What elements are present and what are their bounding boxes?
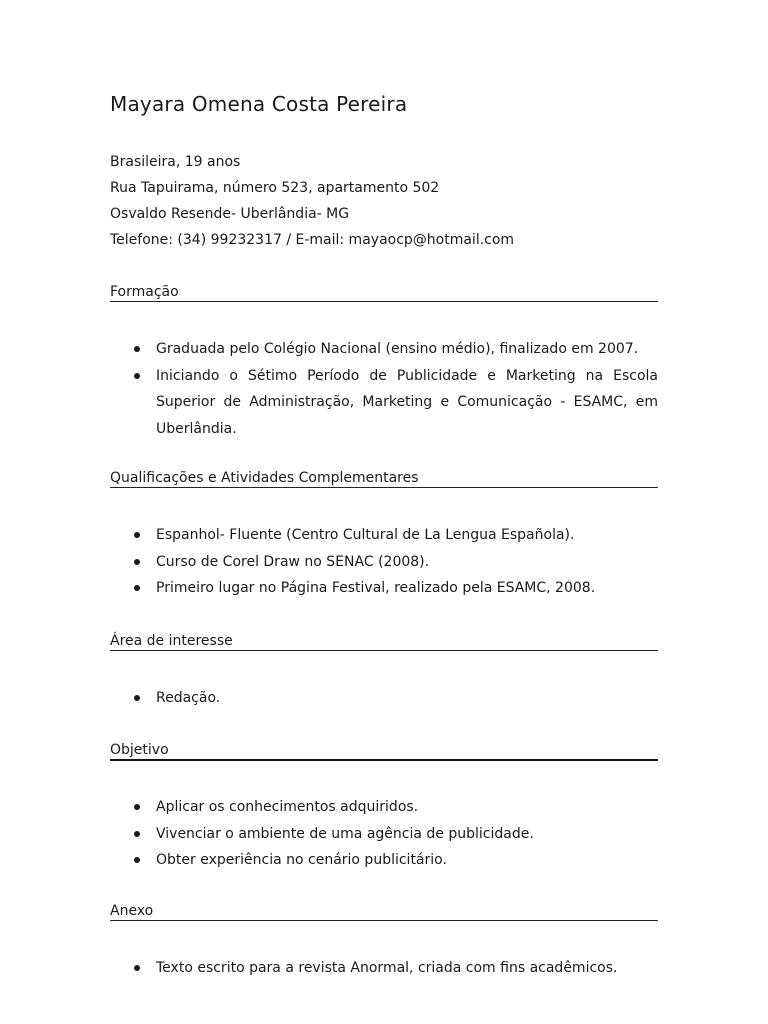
bullet-icon [134, 373, 140, 379]
qualificacoes-list [110, 522, 658, 602]
anexo-list [110, 955, 658, 982]
section-heading: Área de interesse [110, 633, 658, 651]
nationality-age: Brasileira, 19 anos [110, 154, 241, 170]
section-heading: Formação [110, 284, 658, 302]
section-qualificacoes [110, 470, 658, 488]
list-item: Graduada pelo Colégio Nacional (ensino médio), finalizado em 2007. [110, 336, 658, 363]
address-street: Rua Tapuirama, número 523, apartamento 502 [110, 180, 440, 196]
address-city: Osvaldo Resende- Uberlândia- MG [110, 206, 350, 222]
list-item: Obter experiência no cenário publicitário. [110, 847, 658, 874]
section-anexo [110, 903, 658, 921]
bullet-icon [134, 695, 140, 701]
bullet-icon [134, 857, 140, 863]
area-list [110, 685, 658, 712]
list-item: Redação. [110, 685, 658, 712]
section-heading: Objetivo [110, 742, 658, 761]
list-item: Vivenciar o ambiente de uma agência de publicidade. [110, 821, 658, 848]
candidate-name: Mayara Omena Costa Pereira [110, 92, 408, 116]
bullet-icon [134, 532, 140, 538]
bullet-icon [134, 559, 140, 565]
section-formacao [110, 284, 658, 302]
list-item: Curso de Corel Draw no SENAC (2008). [110, 549, 658, 576]
list-item: Iniciando o Sétimo Período de Publicidade e Marketing na Escola Superior de Administração, Marketing e Comunicação - ESAMC, em Uberlândia. [110, 363, 658, 443]
bullet-icon [134, 346, 140, 352]
phone-email: Telefone: (34) 99232317 / E-mail: mayaocp@hotmail.com [110, 232, 515, 248]
list-item: Espanhol- Fluente (Centro Cultural de La Lengua Española). [110, 522, 658, 549]
bullet-icon [134, 585, 140, 591]
section-objetivo [110, 742, 658, 761]
bullet-icon [134, 804, 140, 810]
section-heading: Anexo [110, 903, 658, 921]
list-item: Primeiro lugar no Página Festival, realizado pela ESAMC, 2008. [110, 575, 658, 602]
section-area-interesse [110, 633, 658, 651]
list-item: Aplicar os conhecimentos adquiridos. [110, 794, 658, 821]
bullet-icon [134, 965, 140, 971]
section-heading: Qualificações e Atividades Complementares [110, 470, 658, 488]
objetivo-list [110, 794, 658, 874]
formacao-list [110, 336, 658, 442]
bullet-icon [134, 831, 140, 837]
list-item: Texto escrito para a revista Anormal, criada com fins acadêmicos. [110, 955, 658, 982]
